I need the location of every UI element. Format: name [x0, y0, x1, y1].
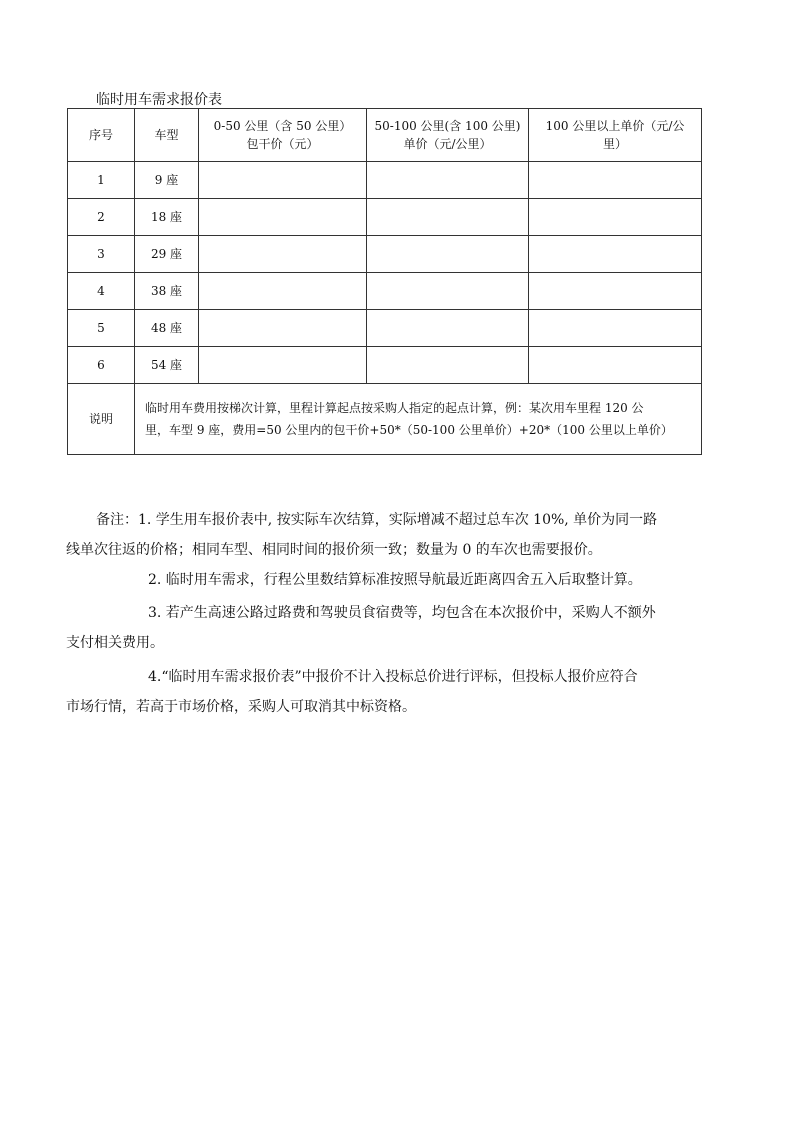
remark-2: 2. 临时用车需求，行程公里数结算标准按照导航最近距离四舍五入后取整计算。	[148, 572, 642, 588]
row-vehicle-type: 38 座	[135, 273, 199, 310]
header-mid-unit-price-line1: 50-100 公里(含 100 公里)	[374, 119, 521, 133]
row-seq: 2	[68, 199, 135, 236]
remark-1-line1: 备注：1. 学生用车报价表中, 按实际车次结算，实际增减不超过总车次 10%, 单价为同一路	[96, 512, 658, 528]
header-long-unit-price-line2: 里）	[602, 137, 627, 151]
package-price-cell[interactable]	[199, 347, 367, 384]
note-text-line1: 临时用车费用按梯次计算，里程计算起点按采购人指定的起点计算，例：某次用车里程 120 公	[145, 401, 644, 415]
header-long-unit-price-line1: 100 公里以上单价（元/公	[545, 119, 685, 133]
package-price-cell[interactable]	[199, 236, 367, 273]
table-row	[68, 347, 702, 384]
header-mid-unit-price	[367, 109, 529, 162]
long-unit-price-cell[interactable]	[529, 236, 702, 273]
remark-4-line2: 市场行情，若高于市场价格，采购人可取消其中标资格。	[66, 699, 416, 715]
package-price-cell[interactable]	[199, 162, 367, 199]
table-row	[68, 162, 702, 199]
mid-unit-price-cell[interactable]	[367, 273, 529, 310]
table-row	[68, 236, 702, 273]
remark-1-line2: 线单次往返的价格；相同车型、相同时间的报价须一致；数量为 0 的车次也需要报价。	[66, 542, 602, 558]
table-row	[68, 273, 702, 310]
note-label: 说明	[68, 384, 135, 455]
header-type: 车型	[135, 109, 199, 162]
row-vehicle-type: 9 座	[135, 162, 199, 199]
header-package-price-line1: 0-50 公里（含 50 公里）	[213, 119, 352, 133]
row-seq: 4	[68, 273, 135, 310]
header-mid-unit-price-line2: 单价（元/公里）	[403, 137, 492, 151]
row-seq: 5	[68, 310, 135, 347]
row-vehicle-type: 18 座	[135, 199, 199, 236]
quote-table	[67, 108, 702, 455]
row-vehicle-type: 48 座	[135, 310, 199, 347]
header-long-unit-price	[529, 109, 702, 162]
long-unit-price-cell[interactable]	[529, 273, 702, 310]
mid-unit-price-cell[interactable]	[367, 199, 529, 236]
package-price-cell[interactable]	[199, 273, 367, 310]
header-package-price-line2: 包干价（元）	[246, 137, 319, 151]
mid-unit-price-cell[interactable]	[367, 162, 529, 199]
row-seq: 3	[68, 236, 135, 273]
row-seq: 6	[68, 347, 135, 384]
table-header-row	[68, 109, 702, 162]
mid-unit-price-cell[interactable]	[367, 347, 529, 384]
package-price-cell[interactable]	[199, 310, 367, 347]
note-text	[135, 384, 702, 455]
package-price-cell[interactable]	[199, 199, 367, 236]
mid-unit-price-cell[interactable]	[367, 236, 529, 273]
remark-3-line2: 支付相关费用。	[66, 635, 164, 651]
note-text-line2: 里，车型 9 座，费用=50 公里内的包干价+50*（50-100 公里单价）+20*（100 公里以上单价）	[145, 423, 673, 437]
remark-3-line1: 3. 若产生高速公路过路费和驾驶员食宿费等，均包含在本次报价中，采购人不额外	[148, 605, 656, 621]
long-unit-price-cell[interactable]	[529, 347, 702, 384]
row-seq: 1	[68, 162, 135, 199]
mid-unit-price-cell[interactable]	[367, 310, 529, 347]
header-package-price	[199, 109, 367, 162]
long-unit-price-cell[interactable]	[529, 310, 702, 347]
row-vehicle-type: 29 座	[135, 236, 199, 273]
header-seq: 序号	[68, 109, 135, 162]
table-row	[68, 199, 702, 236]
long-unit-price-cell[interactable]	[529, 162, 702, 199]
table-note-row	[68, 384, 702, 455]
remark-4-line1: 4.“临时用车需求报价表”中报价不计入投标总价进行评标，但投标人报价应符合	[148, 669, 638, 685]
table-row	[68, 310, 702, 347]
table-title: 临时用车需求报价表	[96, 92, 222, 108]
row-vehicle-type: 54 座	[135, 347, 199, 384]
long-unit-price-cell[interactable]	[529, 199, 702, 236]
